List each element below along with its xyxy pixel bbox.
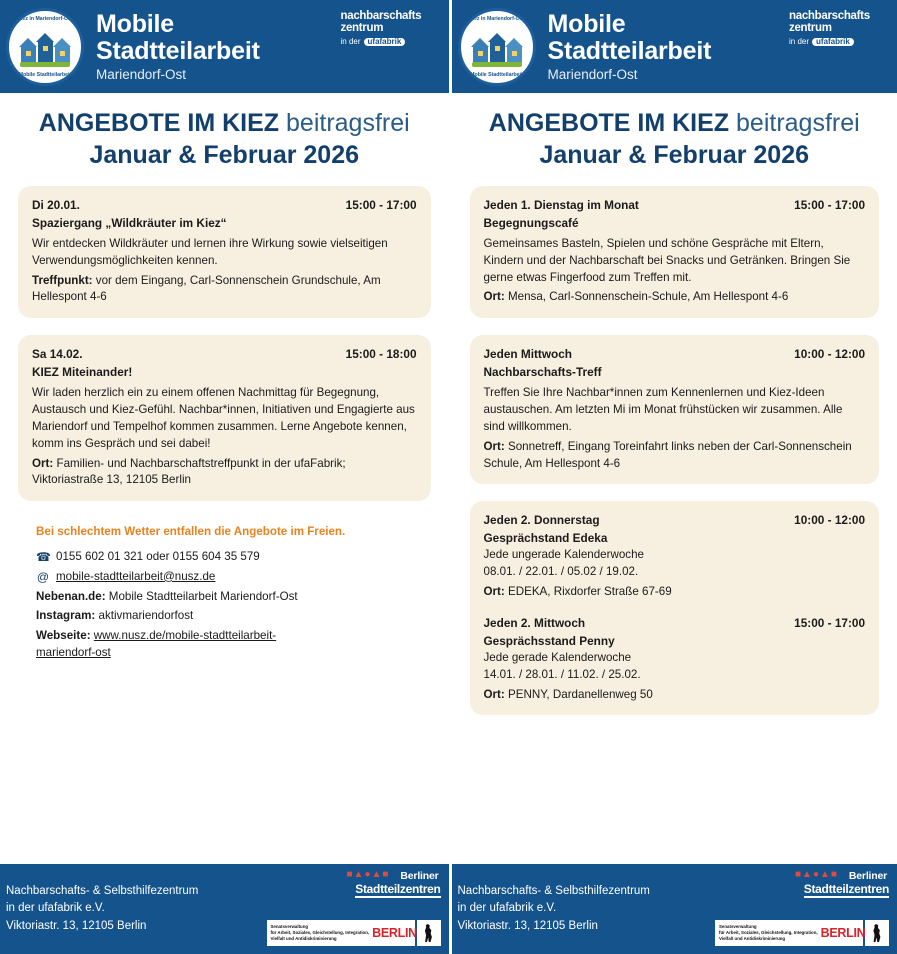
events-list-left [0, 174, 449, 763]
page-title-light: beitragsfrei [279, 109, 410, 137]
nbz-line3-prefix: in der [340, 37, 361, 46]
stz-bottom-text: Stadtteilzentren [355, 882, 441, 897]
berlin-bear-icon [865, 920, 889, 946]
footer-line3: Viktoriastr. 13, 12105 Berlin [6, 919, 147, 932]
event-time: 15:00 - 18:00 [345, 347, 417, 362]
event-date: Jeden 2. Mittwoch [483, 615, 586, 630]
senat-line2: für Arbeit, Soziales, Gleichstellung, Integration, [719, 929, 818, 935]
page-title-strong: ANGEBOTE IM KIEZ [38, 109, 280, 137]
event-card [18, 335, 431, 501]
event-card [18, 186, 431, 318]
event-time: 10:00 - 12:00 [794, 513, 865, 528]
logo-houses-icon [20, 28, 70, 69]
event-time: 10:00 - 12:00 [794, 347, 865, 362]
event-description: Jede gerade Kalenderwoche [483, 651, 632, 665]
instagram-label: Instagram: [36, 609, 96, 623]
event-place-label: Ort: [483, 290, 505, 304]
instagram-row [36, 607, 413, 624]
header-bar-left [0, 0, 449, 93]
nebenan-value: Mobile Stadtteilarbeit Mariendorf-Ost [105, 589, 298, 603]
page-title-left [0, 93, 449, 174]
nbz-line2: zentrum [789, 21, 832, 34]
senat-line1: Senatsverwaltung [719, 924, 757, 930]
email-row[interactable] [36, 568, 413, 586]
header-title-line2: Stadtteilarbeit [547, 36, 712, 65]
nebenan-row [36, 588, 413, 605]
nbz-ufafabrik-pill: ufafabrik [812, 38, 854, 46]
logo-ring-top-text: Kiez in Mariendorf-Ost [17, 15, 73, 22]
footer-address [6, 883, 198, 935]
event-description: Wir laden herzlich ein zu einem offenen Nachmittag für Begegnung, Austausch und Kiez-Gefühl. Nachbar*innen, Initiativen und Engagierte aus Mariendorf und Tempelhof kommen zusammen. Lerne Angebote kennen, komm ins Gespräch und sei dabei! [32, 386, 415, 450]
berlin-bear-icon [417, 920, 441, 946]
at-icon: @ [36, 569, 50, 584]
page-title-period: Januar & Februar 2026 [539, 140, 810, 169]
footer-line1: Nachbarschafts- & Selbsthilfezentrum [457, 885, 650, 898]
event-place-label: Treffpunkt: [32, 273, 93, 287]
header-bar-right [452, 0, 897, 93]
senatsverwaltung-logo [267, 920, 379, 946]
footer-line3: Viktoriastr. 13, 12105 Berlin [457, 919, 598, 932]
event-title: Nachbarschafts-Treff [483, 365, 602, 380]
footer-bar-left [0, 864, 449, 954]
event-date: Jeden Mittwoch [483, 347, 572, 362]
event-place-value: EDEKA, Rixdorfer Straße 67-69 [504, 585, 672, 599]
contact-block [18, 518, 431, 661]
event-card-combined [470, 501, 880, 715]
flyer-panel-right [449, 0, 897, 954]
nbz-line1: nachbarschafts [789, 10, 870, 22]
mobile-stadtteilarbeit-logo-icon [458, 8, 536, 86]
event-time: 15:00 - 17:00 [794, 197, 865, 212]
event-date: Sa 14.02. [32, 347, 83, 362]
event-description: Wir entdecken Wildkräuter und lernen ihre Wirkung sowie vielseitigen Verwendungsmöglichkeiten kennen. [32, 236, 388, 267]
event-date: Di 20.01. [32, 197, 80, 212]
event-place-value: vor dem Eingang, Carl-Sonnenschein Grundschule, Am Hellespont 4-6 [32, 273, 381, 304]
event-place-label: Ort: [32, 456, 54, 470]
footer-address [458, 883, 650, 935]
event-description: Jede ungerade Kalenderwoche [483, 548, 645, 562]
phone-row [36, 548, 413, 566]
event-time: 15:00 - 17:00 [345, 197, 417, 212]
people-icon: ■▲●▲■ [346, 869, 390, 881]
senat-line1: Senatsverwaltung [270, 924, 309, 930]
nbz-line1: nachbarschafts [340, 10, 422, 22]
logo-ring-bottom-text: Mobile Stadtteilarbeit [470, 71, 523, 78]
website-row[interactable] [36, 627, 413, 662]
instagram-value: aktivmariendorfost [95, 609, 194, 623]
website-label: Webseite: [36, 628, 91, 642]
footer-logos [684, 870, 889, 948]
event-card [470, 186, 880, 318]
nbz-ufafabrik-pill: ufafabrik [364, 38, 406, 46]
event-place-label: Ort: [483, 439, 505, 453]
header-title-block [96, 11, 260, 82]
footer-logos [236, 870, 441, 948]
header-title-line1: Mobile [96, 10, 174, 39]
logo-ring-bottom-text: Mobile Stadtteilarbeit [18, 71, 72, 78]
phone-number: 0155 602 01 321 oder 0155 604 35 579 [56, 549, 260, 563]
senat-line3: Vielfalt und Antidiskriminierung [719, 935, 786, 941]
page-title-period: Januar & Februar 2026 [89, 140, 360, 169]
event-title: Gesprächstand Edeka [483, 531, 608, 546]
event-place-value: Sonnetreff, Eingang Toreinfahrt links neben der Carl-Sonnenschein Schule, Am Hellespont 4-6 [483, 439, 852, 470]
senatsverwaltung-logo [715, 920, 827, 946]
event-card [470, 335, 880, 484]
stz-bottom-text: Stadtteilzentren [803, 882, 889, 897]
event-title: KIEZ Miteinander! [32, 365, 133, 380]
stz-top-text: Berliner [400, 870, 439, 883]
event-title: Begegnungscafé [483, 215, 579, 230]
people-icon: ■▲●▲■ [795, 869, 838, 881]
page-title-light: beitragsfrei [729, 109, 860, 137]
event-title: Spaziergang „Wildkräuter im Kiez“ [32, 215, 227, 230]
senat-line3: Vielfalt und Antidiskriminierung [270, 935, 337, 941]
header-title-line1: Mobile [547, 10, 626, 39]
event-description: Treffen Sie Ihre Nachbar*innen zum Kennenlernen und Kiez-Ideen austauschen. Am letzten Mi im Monat frühstücken wir zusammen. Alle sind willkommen. [483, 386, 843, 433]
page-title-strong: ANGEBOTE IM KIEZ [488, 109, 730, 137]
event-place-value: PENNY, Dardanellenweg 50 [504, 687, 653, 701]
event-description: Gemeinsames Basteln, Spielen und schöne Gespräche mit Eltern, Kindern und der Nachbarschaft bei Snacks und Getränken. Bringen Sie gerne etwas Fingerfood zum Treffen mit. [483, 236, 851, 284]
header-title-block [548, 11, 712, 82]
page-title-right [452, 93, 897, 174]
stz-top-text: Berliner [848, 870, 887, 883]
nebenan-label: Nebenan.de: [36, 589, 106, 603]
berlin-wordmark: BERLIN [823, 920, 863, 946]
berliner-stadtteilzentren-logo [345, 870, 441, 900]
event-title: Gesprächsstand Penny [483, 633, 615, 648]
mobile-stadtteilarbeit-logo-icon [6, 8, 84, 86]
event-place-label: Ort: [483, 687, 505, 701]
event-place-label: Ort: [483, 585, 505, 599]
event-date: Jeden 2. Donnerstag [483, 513, 600, 528]
event-place-value: Familien- und Nachbarschaftstreffpunkt in der ufaFabrik; Viktoriastraße 13, 12105 Berlin [32, 456, 346, 487]
nbz-line3-prefix: in der [789, 37, 810, 46]
logo-houses-icon [472, 28, 522, 69]
nbz-line2: zentrum [340, 21, 384, 34]
event-dates: 14.01. / 28.01. / 11.02. / 25.02. [483, 667, 641, 681]
footer-line2: in der ufafabrik e.V. [457, 902, 557, 915]
header-title-line2: Stadtteilarbeit [96, 36, 260, 65]
berliner-stadtteilzentren-logo [793, 870, 889, 900]
email-address[interactable]: mobile-stadtteilarbeit@nusz.de [56, 569, 216, 583]
senat-line2: für Arbeit, Soziales, Gleichstellung, Integration, [270, 929, 370, 935]
nachbarschaftszentrum-logo [337, 8, 439, 48]
footer-line1: Nachbarschafts- & Selbsthilfezentrum [6, 885, 199, 898]
event-time: 15:00 - 17:00 [794, 615, 865, 630]
nachbarschaftszentrum-logo [785, 8, 887, 48]
logo-ring-top-text: Kiez in Mariendorf-Ost [468, 15, 525, 22]
event-place-value: Mensa, Carl-Sonnenschein-Schule, Am Hellespont 4-6 [504, 290, 789, 304]
footer-bar-right [452, 864, 897, 954]
header-subtitle: Mariendorf-Ost [96, 66, 187, 82]
website-url-line2[interactable]: mariendorf-ost [36, 645, 111, 659]
phone-icon: ☎ [36, 549, 51, 564]
weather-note: Bei schlechtem Wetter entfallen die Angebote im Freien. [36, 525, 346, 539]
website-url-line1[interactable]: www.nusz.de/mobile-stadtteilarbeit- [93, 628, 277, 642]
event-dates: 08.01. / 22.01. / 05.02 / 19.02. [483, 565, 639, 579]
berlin-wordmark: BERLIN [375, 920, 415, 946]
header-subtitle: Mariendorf-Ost [547, 66, 638, 82]
event-date: Jeden 1. Dienstag im Monat [483, 197, 639, 212]
footer-line2: in der ufafabrik e.V. [6, 902, 105, 915]
events-list-right [452, 174, 897, 798]
